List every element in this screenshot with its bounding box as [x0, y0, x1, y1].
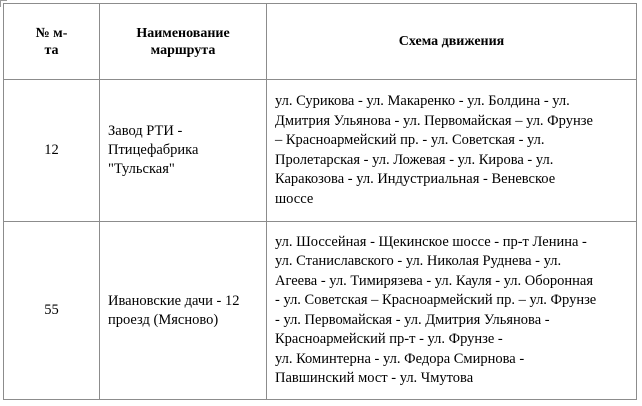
table-row	[4, 80, 637, 222]
route-scheme	[267, 80, 637, 222]
route-name-line: Завод РТИ -	[108, 123, 183, 139]
route-scheme-line: - ул. Первомайская - ул. Дмитрия Ульянова -	[275, 311, 550, 328]
route-scheme-line: Дмитрия Ульянова - ул. Первомайская – ул. Фрунзе	[275, 112, 593, 129]
route-scheme-line: - ул. Советская – Красноармейский пр. – ул. Фрунзе	[275, 292, 597, 308]
header-route-number	[4, 4, 100, 80]
route-scheme-line: ул. Сурикова - ул. Макаренко - ул. Болдина - ул.	[275, 93, 570, 109]
route-scheme-line: шоссе	[275, 190, 314, 207]
route-name-line: "Тульская"	[108, 161, 175, 177]
header-route-name-line: маршрута	[150, 42, 216, 58]
route-scheme	[267, 222, 637, 400]
route-number: 55	[4, 222, 100, 400]
route-scheme-line: Павшинский мост - ул. Чмутова	[275, 370, 474, 386]
table-row	[4, 222, 637, 400]
header-route-name	[100, 4, 267, 80]
route-name	[100, 80, 267, 222]
header-route-number-line: № м-	[35, 25, 68, 41]
header-scheme: Схема движения	[267, 4, 637, 80]
route-scheme-line: ул. Станиславского - ул. Николая Руднева - ул.	[275, 253, 562, 269]
route-name-line: проезд (Мясново)	[108, 311, 219, 328]
header-route-number-line: та	[44, 42, 59, 58]
route-scheme-line: ул. Шоссейная - Щекинское шоссе - пр-т Ленина -	[275, 233, 587, 250]
route-name-line: Птицефабрика	[108, 142, 199, 158]
route-scheme-line: Пролетарская - ул. Ложевая - ул. Кирова - ул.	[275, 151, 554, 168]
route-number: 12	[4, 80, 100, 222]
route-scheme-line: Агеева - ул. Тимирязева - ул. Кауля - ул. Оборонная	[275, 272, 594, 289]
route-scheme-line: – Красноармейский пр. - ул. Советская - ул.	[275, 132, 545, 148]
table-header-row	[4, 4, 637, 80]
route-name	[100, 222, 267, 400]
routes-table	[3, 3, 637, 400]
route-name-line: Ивановские дачи - 12	[108, 292, 240, 309]
header-route-name-line: Наименование	[136, 25, 230, 41]
route-scheme-line: ул. Коминтерна - ул. Федора Смирнова -	[275, 350, 525, 367]
route-scheme-line: Красноармейский пр-т - ул. Фрунзе -	[275, 331, 503, 347]
route-scheme-line: Каракозова - ул. Индустриальная - Веневское	[275, 171, 556, 187]
